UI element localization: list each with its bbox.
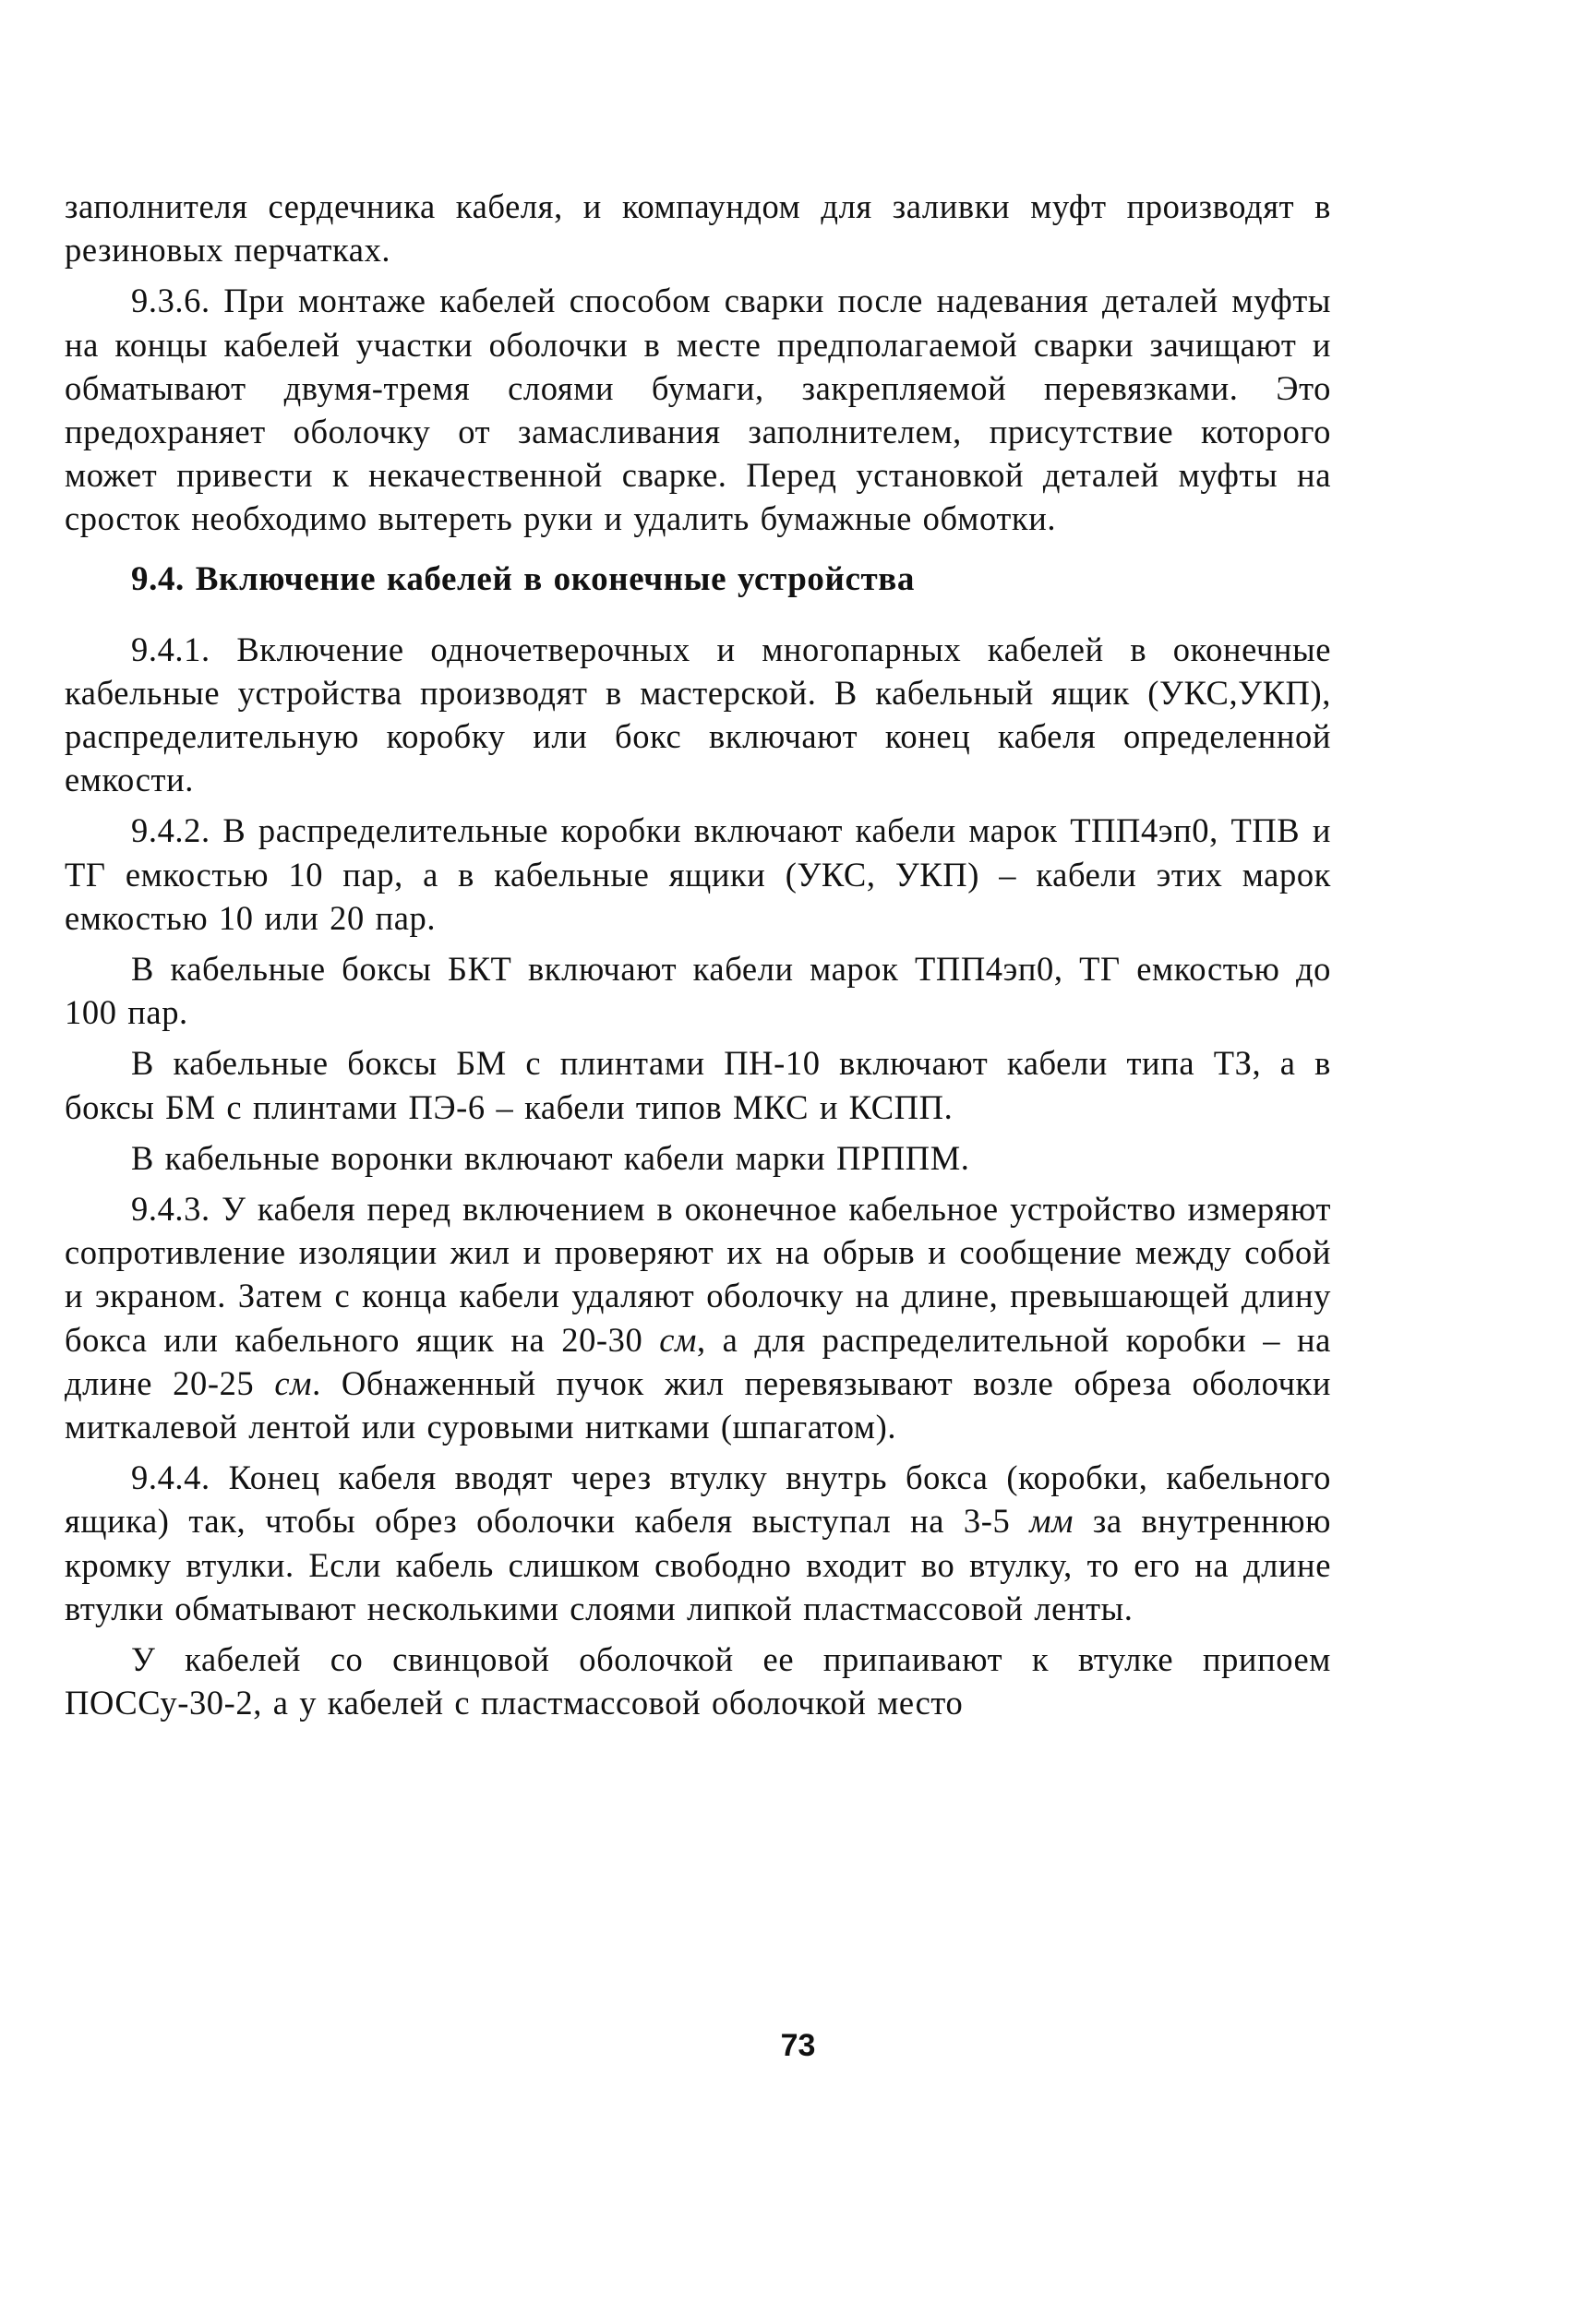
unit-cm-1: см (659, 1320, 697, 1359)
paragraph-cable-funnels: В кабельные воронки включают кабели марки ПРППМ. (131, 1138, 970, 1177)
paragraph-9-4-4 (65, 1456, 1331, 1630)
unit-mm: мм (1029, 1502, 1074, 1541)
paragraph-9-3-6: 9.3.6. При монтаже кабелей способом сварки после надевания деталей муфты на концы кабелей участки оболочки в месте предполагаемой сварки зачищают и обматывают двумя-тремя слоями бумаги, закрепляемой перевязками. Это предохраняет оболочку от замасливания заполнителем, присутствие которого может привести к некачественной сварке. Перед установкой деталей муфты на сросток необходимо вытереть руки и удалить бумажные обмотки. (65, 282, 1331, 538)
document-page (65, 185, 1331, 1733)
paragraph-lead-sheath: У кабелей со свинцовой оболочкой ее припаивают к втулке припоем ПОССу-30-2, а у кабелей с пластмассовой оболочкой место (65, 1640, 1331, 1722)
section-heading-9-4: 9.4. Включение кабелей в оконечные устройства (131, 559, 915, 598)
page-number: 73 (780, 2028, 816, 2063)
paragraph-9-4-3-part-1: 9.4.3. У кабеля перед включением в оконечное кабельное устройство измеряют сопротивление изоляции жил и проверяют их на обрыв и сообщение между собой и экраном. Затем с конца кабели удаляют оболочку на длине, превышающей длину бокса или кабельного ящик на 20-30 (65, 1190, 1331, 1359)
paragraph-9-4-2: 9.4.2. В распределительные коробки включают кабели марок ТПП4эп0, ТПВ и ТГ емкостью 10 пар, а в кабельные ящики (УКС, УКП) – кабели этих марок емкостью 10 или 20 пар. (65, 811, 1331, 937)
paragraph-9-4-3-part-2: , а для распределительной коробки – на длине 20-25 (65, 1320, 1331, 1402)
paragraph-9-4-1: 9.4.1. Включение одночетверочных и многопарных кабелей в оконечные кабельные устройства производят в мастерской. В кабельный ящик (УКС,УКП), распределительную коробку или бокс включают конец кабеля определенной емкости. (65, 630, 1331, 799)
paragraph-continuation: заполнителя сердечника кабеля, и компаундом для заливки муфт производят в резиновых перчатках. (65, 187, 1331, 270)
paragraph-9-4-4-part-1: 9.4.4. Конец кабеля вводят через втулку внутрь бокса (коробки, кабельного ящика) так, чтобы обрез оболочки кабеля выступал на 3-5 (65, 1458, 1331, 1541)
unit-cm-2: см (274, 1363, 313, 1402)
paragraph-9-4-3 (65, 1187, 1331, 1448)
paragraph-bkt-boxes: В кабельные боксы БКТ включают кабели марок ТПП4эп0, ТГ емкостью до 100 пар. (65, 950, 1331, 1032)
paragraph-9-4-4-part-2: за внутреннюю кромку втулки. Если кабель слишком свободно входит во втулку, то его на длине втулки обматывают несколькими слоями липкой пластмассовой ленты. (65, 1502, 1331, 1627)
paragraph-bm-boxes: В кабельные боксы БМ с плинтами ПН-10 включают кабели типа ТЗ, а в боксы БМ с плинтами ПЭ-6 – кабели типов МКС и КСПП. (65, 1044, 1331, 1126)
paragraph-9-4-3-part-3: . Обнаженный пучок жил перевязывают возле обреза оболочки миткалевой лентой или суровыми нитками (шпагатом). (65, 1363, 1331, 1446)
